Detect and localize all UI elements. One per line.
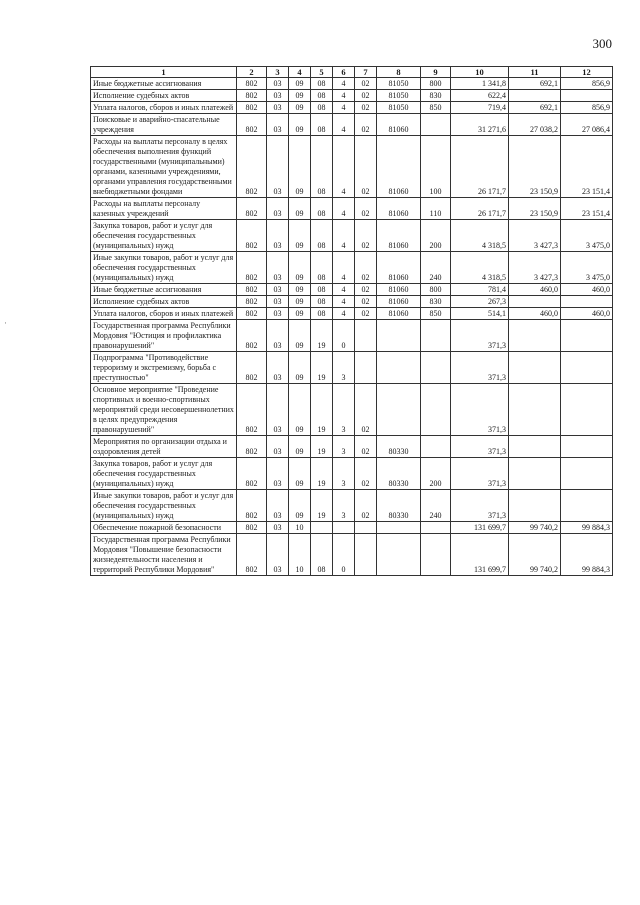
table-row (91, 114, 613, 136)
cell-c9: 830 (421, 296, 451, 308)
table-row (91, 284, 613, 296)
cell-c3: 03 (267, 384, 289, 436)
column-header-5: 5 (311, 67, 333, 78)
table-row (91, 308, 613, 320)
cell-c12: 460,0 (561, 308, 613, 320)
cell-c6: 4 (333, 102, 355, 114)
row-name-cell: Подпрограмма "Противодействие терроризму и экстремизму, борьба с преступностью" (91, 352, 237, 384)
cell-c12: 23 151,4 (561, 198, 613, 220)
row-name-cell: Иные закупки товаров, работ и услуг для обеспечения государственных (муниципальных) нужд (91, 252, 237, 284)
cell-c9 (421, 534, 451, 576)
cell-c5: 19 (311, 352, 333, 384)
cell-c9: 800 (421, 78, 451, 90)
table-row (91, 296, 613, 308)
cell-c4: 09 (289, 384, 311, 436)
row-name-cell: Государственная программа Республики Мордовия "Повышение безопасности жизнедеятельности населения и территорий Республики Мордовия" (91, 534, 237, 576)
column-header-2: 2 (237, 67, 267, 78)
cell-c7: 02 (355, 102, 377, 114)
cell-c11 (509, 352, 561, 384)
cell-c6: 4 (333, 220, 355, 252)
cell-c9: 830 (421, 90, 451, 102)
row-name-cell: Государственная программа Республики Мордовия "Юстиция и профилактика правонарушений" (91, 320, 237, 352)
cell-c2: 802 (237, 320, 267, 352)
row-name-cell: Уплата налогов, сборов и иных платежей (91, 102, 237, 114)
cell-c2: 802 (237, 352, 267, 384)
cell-c7: 02 (355, 114, 377, 136)
cell-c3: 03 (267, 296, 289, 308)
cell-c5: 19 (311, 436, 333, 458)
cell-c10: 131 699,7 (451, 522, 509, 534)
table-row (91, 490, 613, 522)
cell-c8 (377, 534, 421, 576)
cell-c6: 4 (333, 296, 355, 308)
cell-c3: 03 (267, 284, 289, 296)
cell-c6: 3 (333, 458, 355, 490)
cell-c7: 02 (355, 458, 377, 490)
cell-c2: 802 (237, 384, 267, 436)
cell-c8: 81060 (377, 308, 421, 320)
cell-c12 (561, 90, 613, 102)
table-row (91, 102, 613, 114)
table-row (91, 320, 613, 352)
cell-c10: 26 171,7 (451, 198, 509, 220)
cell-c2: 802 (237, 114, 267, 136)
cell-c4: 09 (289, 198, 311, 220)
cell-c11: 692,1 (509, 102, 561, 114)
cell-c4: 09 (289, 320, 311, 352)
cell-c2: 802 (237, 220, 267, 252)
cell-c8: 80330 (377, 490, 421, 522)
table-row (91, 136, 613, 198)
row-name-cell: Уплата налогов, сборов и иных платежей (91, 308, 237, 320)
cell-c10: 4 318,5 (451, 220, 509, 252)
cell-c11 (509, 320, 561, 352)
cell-c9 (421, 436, 451, 458)
cell-c5: 19 (311, 320, 333, 352)
cell-c3: 03 (267, 352, 289, 384)
row-name-cell: Закупка товаров, работ и услуг для обеспечения государственных (муниципальных) нужд (91, 220, 237, 252)
cell-c3: 03 (267, 78, 289, 90)
cell-c4: 09 (289, 458, 311, 490)
cell-c4: 09 (289, 284, 311, 296)
table-row (91, 198, 613, 220)
cell-c3: 03 (267, 90, 289, 102)
cell-c9: 200 (421, 220, 451, 252)
cell-c10: 371,3 (451, 320, 509, 352)
table-row (91, 78, 613, 90)
cell-c10: 371,3 (451, 384, 509, 436)
row-name-cell: Расходы на выплаты персоналу казенных учреждений (91, 198, 237, 220)
cell-c11 (509, 90, 561, 102)
cell-c3: 03 (267, 534, 289, 576)
row-name-cell: Иные бюджетные ассигнования (91, 78, 237, 90)
cell-c2: 802 (237, 436, 267, 458)
cell-c3: 03 (267, 220, 289, 252)
table-row (91, 522, 613, 534)
cell-c5: 08 (311, 296, 333, 308)
row-name-cell: Иные закупки товаров, работ и услуг для обеспечения государственных (муниципальных) нужд (91, 490, 237, 522)
cell-c8 (377, 352, 421, 384)
cell-c11: 692,1 (509, 78, 561, 90)
cell-c3: 03 (267, 308, 289, 320)
cell-c9: 850 (421, 308, 451, 320)
cell-c9: 110 (421, 198, 451, 220)
cell-c7: 02 (355, 136, 377, 198)
cell-c3: 03 (267, 114, 289, 136)
cell-c12: 3 475,0 (561, 252, 613, 284)
cell-c3: 03 (267, 436, 289, 458)
cell-c10: 781,4 (451, 284, 509, 296)
cell-c10: 719,4 (451, 102, 509, 114)
cell-c9 (421, 320, 451, 352)
cell-c7: 02 (355, 198, 377, 220)
cell-c5: 08 (311, 308, 333, 320)
column-header-8: 8 (377, 67, 421, 78)
cell-c2: 802 (237, 136, 267, 198)
column-header-12: 12 (561, 67, 613, 78)
cell-c6: 3 (333, 384, 355, 436)
cell-c8: 81060 (377, 296, 421, 308)
cell-c7: 02 (355, 296, 377, 308)
row-name-cell: Поисковые и аварийно-спасательные учреждения (91, 114, 237, 136)
cell-c8: 81050 (377, 90, 421, 102)
cell-c4: 09 (289, 220, 311, 252)
row-name-cell: Мероприятия по организации отдыха и оздоровления детей (91, 436, 237, 458)
cell-c5: 08 (311, 102, 333, 114)
table-row (91, 90, 613, 102)
cell-c6: 3 (333, 352, 355, 384)
cell-c9 (421, 522, 451, 534)
cell-c4: 09 (289, 490, 311, 522)
cell-c7: 02 (355, 384, 377, 436)
cell-c5: 08 (311, 114, 333, 136)
table-row (91, 220, 613, 252)
cell-c2: 802 (237, 490, 267, 522)
cell-c3: 03 (267, 320, 289, 352)
cell-c3: 03 (267, 458, 289, 490)
cell-c12: 3 475,0 (561, 220, 613, 252)
cell-c7: 02 (355, 220, 377, 252)
column-header-1: 1 (91, 67, 237, 78)
cell-c6: 4 (333, 90, 355, 102)
cell-c2: 802 (237, 296, 267, 308)
cell-c6: 3 (333, 436, 355, 458)
cell-c11: 3 427,3 (509, 220, 561, 252)
row-name-cell: Исполнение судебных актов (91, 296, 237, 308)
cell-c8: 81050 (377, 78, 421, 90)
cell-c5: 08 (311, 90, 333, 102)
cell-c3: 03 (267, 102, 289, 114)
cell-c7 (355, 320, 377, 352)
cell-c7 (355, 352, 377, 384)
cell-c12 (561, 384, 613, 436)
cell-c7: 02 (355, 490, 377, 522)
cell-c12: 460,0 (561, 284, 613, 296)
cell-c2: 802 (237, 252, 267, 284)
cell-c5: 08 (311, 534, 333, 576)
cell-c12 (561, 458, 613, 490)
column-header-4: 4 (289, 67, 311, 78)
cell-c9: 240 (421, 490, 451, 522)
cell-c5: 08 (311, 198, 333, 220)
cell-c2: 802 (237, 78, 267, 90)
cell-c8: 80330 (377, 436, 421, 458)
cell-c2: 802 (237, 534, 267, 576)
cell-c12: 23 151,4 (561, 136, 613, 198)
cell-c10: 4 318,5 (451, 252, 509, 284)
cell-c8: 81060 (377, 136, 421, 198)
cell-c4: 09 (289, 308, 311, 320)
cell-c11 (509, 458, 561, 490)
cell-c10: 31 271,6 (451, 114, 509, 136)
budget-table (90, 66, 613, 576)
column-header-row (91, 67, 613, 78)
cell-c10: 267,3 (451, 296, 509, 308)
cell-c11 (509, 384, 561, 436)
cell-c10: 26 171,7 (451, 136, 509, 198)
cell-c10: 371,3 (451, 458, 509, 490)
cell-c11 (509, 436, 561, 458)
table-body (91, 78, 613, 576)
cell-c4: 09 (289, 296, 311, 308)
cell-c11 (509, 490, 561, 522)
cell-c12: 856,9 (561, 102, 613, 114)
cell-c5: 08 (311, 252, 333, 284)
cell-c7: 02 (355, 284, 377, 296)
cell-c5: 08 (311, 136, 333, 198)
budget-table-sheet (90, 66, 612, 576)
cell-c2: 802 (237, 284, 267, 296)
cell-c4: 09 (289, 102, 311, 114)
cell-c8: 81060 (377, 114, 421, 136)
cell-c4: 09 (289, 114, 311, 136)
cell-c8 (377, 522, 421, 534)
table-row (91, 436, 613, 458)
cell-c5: 19 (311, 384, 333, 436)
cell-c7 (355, 522, 377, 534)
cell-c9: 240 (421, 252, 451, 284)
cell-c5: 08 (311, 284, 333, 296)
cell-c6: 4 (333, 78, 355, 90)
cell-c9 (421, 384, 451, 436)
cell-c7: 02 (355, 90, 377, 102)
cell-c8: 81050 (377, 102, 421, 114)
page-number: 300 (592, 36, 612, 51)
cell-c6: 0 (333, 320, 355, 352)
cell-c5: 19 (311, 458, 333, 490)
cell-c11: 99 740,2 (509, 522, 561, 534)
cell-c6 (333, 522, 355, 534)
column-header-3: 3 (267, 67, 289, 78)
cell-c3: 03 (267, 136, 289, 198)
cell-c12 (561, 436, 613, 458)
cell-c6: 4 (333, 136, 355, 198)
cell-c4: 09 (289, 436, 311, 458)
cell-c6: 4 (333, 308, 355, 320)
cell-c5: 08 (311, 78, 333, 90)
cell-c9: 800 (421, 284, 451, 296)
cell-c2: 802 (237, 90, 267, 102)
cell-c8 (377, 384, 421, 436)
cell-c7: 02 (355, 436, 377, 458)
column-header-9: 9 (421, 67, 451, 78)
cell-c8: 81060 (377, 284, 421, 296)
cell-c11: 99 740,2 (509, 534, 561, 576)
cell-c9 (421, 114, 451, 136)
cell-c9: 100 (421, 136, 451, 198)
cell-c12 (561, 320, 613, 352)
cell-c12 (561, 352, 613, 384)
table-row (91, 384, 613, 436)
column-header-10: 10 (451, 67, 509, 78)
cell-c5: 08 (311, 220, 333, 252)
cell-c6: 4 (333, 114, 355, 136)
cell-c2: 802 (237, 198, 267, 220)
cell-c6: 0 (333, 534, 355, 576)
cell-c2: 802 (237, 308, 267, 320)
cell-c10: 622,4 (451, 90, 509, 102)
cell-c10: 371,3 (451, 352, 509, 384)
cell-c9: 850 (421, 102, 451, 114)
cell-c10: 371,3 (451, 490, 509, 522)
cell-c8: 81060 (377, 220, 421, 252)
margin-mark: · (4, 318, 7, 328)
cell-c8: 81060 (377, 198, 421, 220)
cell-c3: 03 (267, 252, 289, 284)
cell-c8: 80330 (377, 458, 421, 490)
cell-c12 (561, 296, 613, 308)
cell-c9: 200 (421, 458, 451, 490)
cell-c7: 02 (355, 308, 377, 320)
cell-c11: 23 150,9 (509, 136, 561, 198)
cell-c12: 99 884,3 (561, 522, 613, 534)
cell-c6: 4 (333, 198, 355, 220)
cell-c4: 10 (289, 534, 311, 576)
column-header-7: 7 (355, 67, 377, 78)
cell-c12 (561, 490, 613, 522)
cell-c10: 371,3 (451, 436, 509, 458)
cell-c11 (509, 296, 561, 308)
cell-c4: 09 (289, 252, 311, 284)
cell-c6: 4 (333, 284, 355, 296)
row-name-cell: Иные бюджетные ассигнования (91, 284, 237, 296)
row-name-cell: Обеспечение пожарной безопасности (91, 522, 237, 534)
cell-c3: 03 (267, 522, 289, 534)
row-name-cell: Закупка товаров, работ и услуг для обеспечения государственных (муниципальных) нужд (91, 458, 237, 490)
cell-c2: 802 (237, 522, 267, 534)
cell-c12: 27 086,4 (561, 114, 613, 136)
cell-c7: 02 (355, 252, 377, 284)
column-header-6: 6 (333, 67, 355, 78)
row-name-cell: Основное мероприятие "Проведение спортивных и военно-спортивных мероприятий среди несовершеннолетних в целях предупреждения правонарушений" (91, 384, 237, 436)
cell-c4: 10 (289, 522, 311, 534)
cell-c9 (421, 352, 451, 384)
row-name-cell: Расходы на выплаты персоналу в целях обеспечения выполнения функций государственными (муниципальными) органами, казенными учреждениями, органами управления государственными внебюджетными фондами (91, 136, 237, 198)
cell-c11: 3 427,3 (509, 252, 561, 284)
cell-c11: 460,0 (509, 308, 561, 320)
cell-c10: 514,1 (451, 308, 509, 320)
cell-c11: 460,0 (509, 284, 561, 296)
cell-c2: 802 (237, 458, 267, 490)
table-row (91, 534, 613, 576)
cell-c11: 27 038,2 (509, 114, 561, 136)
cell-c2: 802 (237, 102, 267, 114)
cell-c12: 856,9 (561, 78, 613, 90)
cell-c12: 99 884,3 (561, 534, 613, 576)
cell-c8 (377, 320, 421, 352)
cell-c6: 4 (333, 252, 355, 284)
cell-c11: 23 150,9 (509, 198, 561, 220)
table-row (91, 352, 613, 384)
cell-c4: 09 (289, 136, 311, 198)
cell-c4: 09 (289, 352, 311, 384)
cell-c5 (311, 522, 333, 534)
cell-c10: 131 699,7 (451, 534, 509, 576)
table-row (91, 458, 613, 490)
cell-c4: 09 (289, 90, 311, 102)
cell-c4: 09 (289, 78, 311, 90)
cell-c8: 81060 (377, 252, 421, 284)
cell-c10: 1 341,8 (451, 78, 509, 90)
cell-c7 (355, 534, 377, 576)
cell-c6: 3 (333, 490, 355, 522)
cell-c3: 03 (267, 198, 289, 220)
column-header-11: 11 (509, 67, 561, 78)
row-name-cell: Исполнение судебных актов (91, 90, 237, 102)
table-row (91, 252, 613, 284)
cell-c7: 02 (355, 78, 377, 90)
cell-c5: 19 (311, 490, 333, 522)
cell-c3: 03 (267, 490, 289, 522)
